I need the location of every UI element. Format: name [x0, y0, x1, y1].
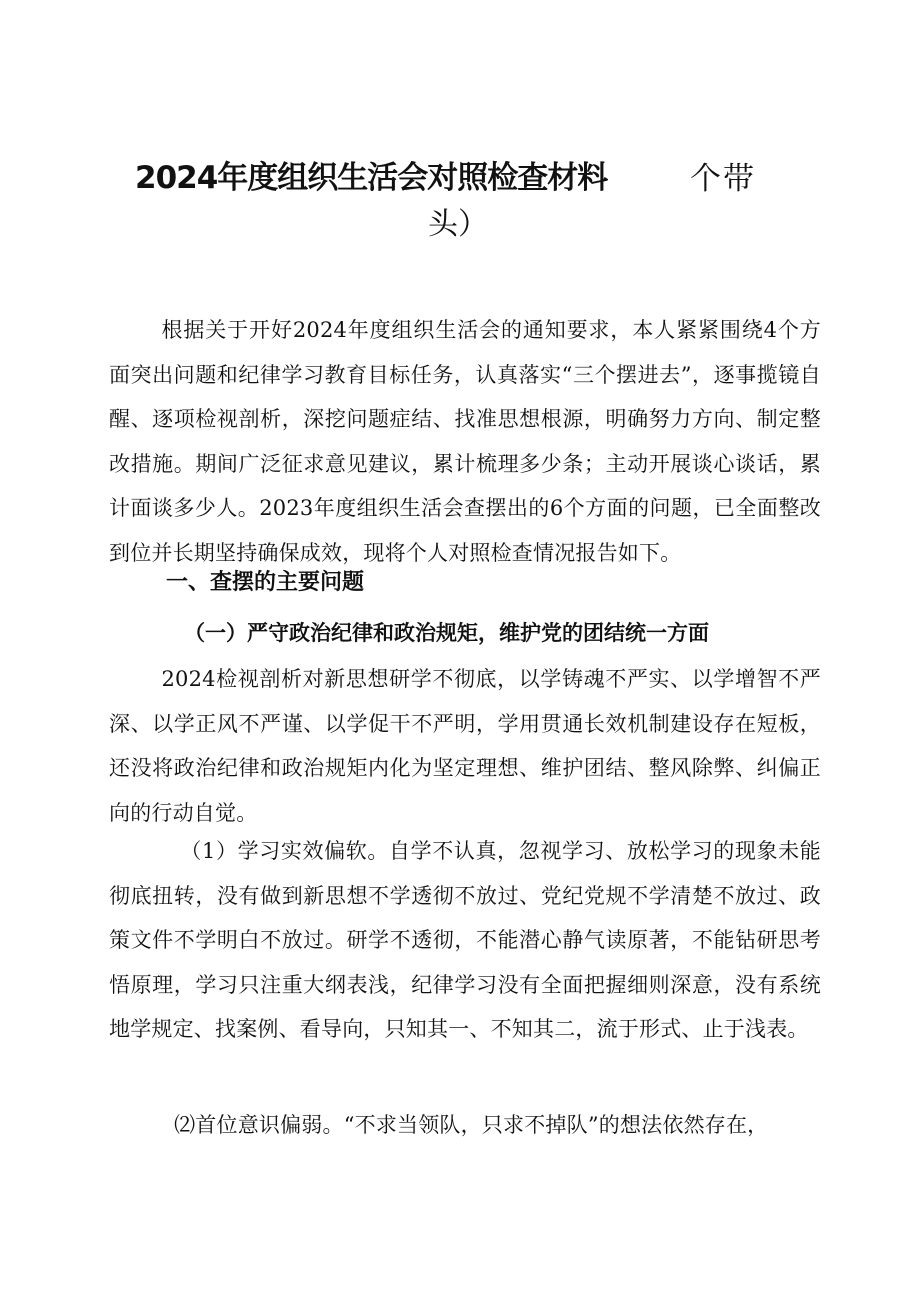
section-heading-main-problems: 一、查摆的主要问题 — [166, 570, 365, 595]
intro-paragraph: 根据关于开好2024年度组织生活会的通知要求，本人紧紧围绕4个方面突出问题和纪律学习教育目标任务，认真落实“三个摆进去”，逐事揽镜自醒、逐项检视剖析，深挖问题症结、找准思想根源，明确努力方向、制定整改措施。期间广泛征求意见建议，累计梳理多少条；主动开展谈心谈话，累计面谈多少人。2023年度组织生活会查摆出的6个方面的问题，已全面整改到位并长期坚持确保成效，现将个人对照检查情况报告如下。 — [109, 318, 821, 565]
document-title-line2: 头） — [428, 207, 488, 242]
item-2-paragraph: ⑵首位意识偏弱。“不求当领队，只求不掉队”的想法依然存在， — [174, 1113, 769, 1137]
item-1-paragraph: （1）学习实效偏软。自学不认真，忽视学习、放松学习的现象未能彻底扭转，没有做到新思想不学透彻不放过、党纪党规不学清楚不放过、政策文件不学明白不放过。研学不透彻，不能潜心静气读原著，不能钻研思考悟原理，学习只注重大纲表浅，纪律学习没有全面把握细则深意，没有系统地学规定、找案例、看导向，只知其一、不知其二，流于形式、止于浅表。 — [109, 839, 821, 1041]
subsection-heading-political-discipline: （一）严守政治纪律和政治规矩，维护党的团结统一方面 — [184, 620, 709, 645]
document-title-tail: 个带 — [690, 161, 756, 197]
document-title: 2024年度组织生活会对照检查材料 — [135, 160, 608, 196]
analysis-paragraph: 2024检视剖析对新思想研学不彻底，以学铸魂不严实、以学增智不严深、以学正风不严谨、以学促干不严明，学用贯通长效机制建设存在短板，还没将政治纪律和政治规矩内化为坚定理想、维护团结、整风除弊、纠偏正向的行动自觉。 — [109, 667, 821, 825]
